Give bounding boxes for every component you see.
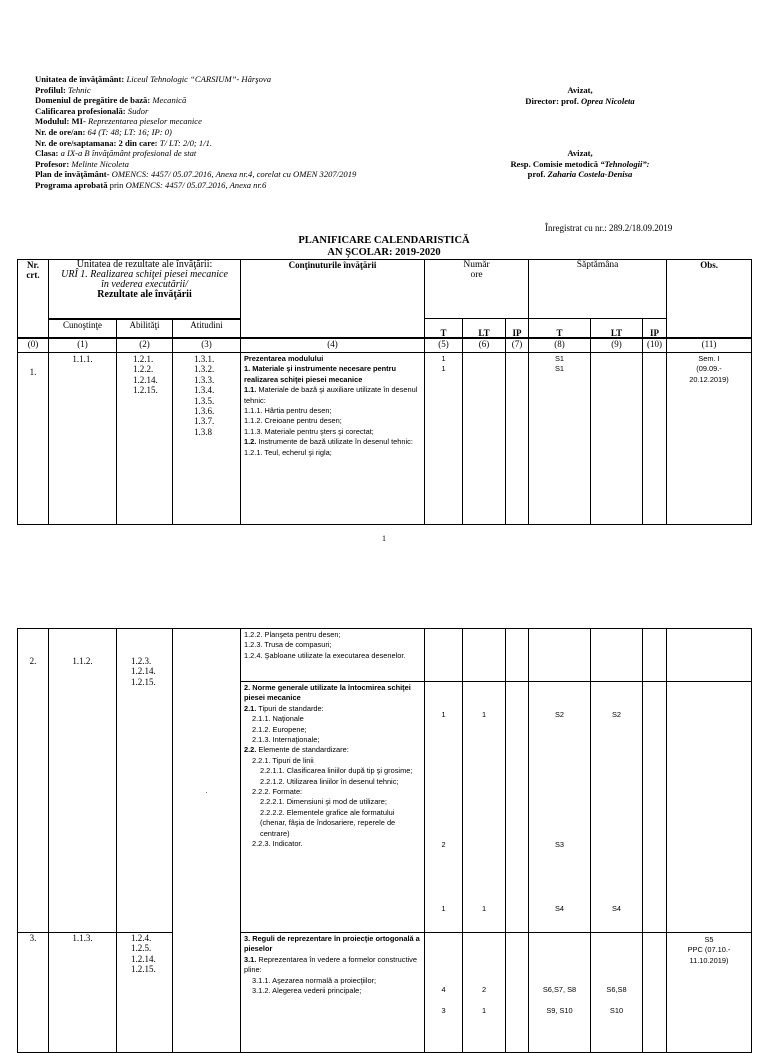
header-unitate: Unitatea de învăţământ: Liceul Tehnologic “CARSIUM”- Hârşova	[35, 74, 272, 84]
avizat-director: Avizat, Director: prof. Oprea Nicoleta	[525, 85, 635, 106]
col-atitudini: Atitudini	[173, 320, 241, 338]
col-saptamana: Săptămâna	[529, 260, 667, 338]
header-plan: Plan de învăţământ- OMENCS: 4457/ 05.07.2016, Anexa nr.4, corelat cu OMEN 3207/2019	[35, 169, 357, 180]
col-t: T	[425, 319, 463, 339]
table-row-1: 1. 1.1.1. 1.2.1. 1.2.2. 1.2.14. 1.2.15. 1.3.1. 1.3.2. 1.3.3. 1.3.4. 1.3.5. 1.3.6. 1.3.7. 1.3.8 Prezentarea modulului 1. Materiale şi instrumente necesare pentru realizarea schiţei piesei mecanice 1.1. Materiale de bază şi auxiliare utilizate în desenul tehnic: 1.1.1. Hârtia pentru desen; 1.1.2. Creioane pentru desen; 1.1.3. Materiale pentru şters şi corectat; 1.2. Instrumente de bază utilizate în desenul tehnic: 1.2.1. Teul, echerul şi rigla; 1 1 S1 S1 Sem. I (09.09.- 20.12.2019)	[18, 353, 752, 525]
header-calificare: Calificarea profesională: Sudor	[35, 105, 149, 116]
document-header	[35, 74, 356, 191]
header-programa: Programa aprobată prin OMENCS: 4457/ 05.07.2016, Anexa nr.6	[35, 179, 267, 190]
avizat-comisie: Avizat, Resp. Comisie metodică “Tehnologii”: prof. Zaharia Costela-Denisa	[510, 148, 650, 180]
planning-table-page2	[17, 628, 752, 1053]
col-obs: Obs.	[667, 260, 752, 338]
row1-continuturi: Prezentarea modulului 1. Materiale şi instrumente necesare pentru realizarea schiţei piesei mecanice 1.1. Materiale de bază şi auxiliare utilizate în desenul tehnic: 1.1.1. Hârtia pentru desen; 1.1.2. Creioane pentru desen; 1.1.3. Materiale pentru şters şi corectat; 1.2. Instrumente de bază utilizate în desenul tehnic: 1.2.1. Teul, echerul şi rigla;	[241, 353, 425, 525]
col-continuturi: Conţinuturile învăţării	[241, 260, 425, 338]
col-lt: LT	[463, 319, 506, 339]
col-sapt-lt: LT	[591, 319, 643, 339]
table-row-2: 2. Norme generale utilizate la întocmirea schiţei piesei mecanice 2.1. Tipuri de standarde: 2.1.1. Naţionale 2.1.2. Europene; 2.1.3. Internaţionale; 2.2. Elemente de standardizare: 2.2.1. Tipuri de linii 2.2.1.1. Clasificarea liniilor după tip şi grosime; 2.2.1.2. Utilizarea liniilor în desenul tehnic; 2.2.2. Formate: 2.2.2.1. Dimensiuni şi mod de utilizare; 2.2.2.2. Elementele grafice ale formatului (chenar, fâşia de îndosariere, reperele de centrare) 2.2.3. Indicator. 1 2 1 1 1 S2 S3 S4 S2 S4	[18, 682, 752, 933]
header-clasa: Clasa: a IX-a B învăţământ profesional de stat	[35, 148, 197, 159]
page-title: PLANIFICARE CALENDARISTICĂ	[298, 235, 470, 246]
header-profil: Profilul: Tehnic	[35, 84, 91, 95]
header-ore-sapt: Nr. de ore/saptamana: 2 din care: T/ LT: 2/0; 1/1.	[35, 137, 213, 148]
page-number: 1	[382, 534, 386, 543]
col-cunostinte: Cunoştinţe	[49, 320, 117, 338]
registration-number: Înregistrat cu nr.: 289.2/18.09.2019	[545, 223, 673, 233]
col-sapt-t: T	[529, 319, 591, 339]
col-ip: IP	[506, 319, 529, 339]
row3-continuturi: 3. Reguli de reprezentare în proiecţie ortogonală a pieselor 3.1. Reprezentarea în vedere a formelor constructive pline: 3.1.1. Aşezarea normală a proiecţiilor; 3.1.2. Alegerea vederii principale;	[241, 933, 425, 1053]
col-unitate-rezultate: Unitatea de rezultate ale învăţării: URÎ 1. Realizarea schiţei piesei mecanice în vederea executării/ Rezultate ale învăţării	[49, 260, 241, 320]
col-sapt-ip: IP	[643, 319, 667, 339]
col-nr-crt: Nr. crt.	[18, 260, 49, 338]
header-modul: Modulul: MI- Reprezentarea pieselor mecanice	[35, 116, 202, 127]
col-numar-ore: Număr ore	[425, 260, 529, 338]
subheader-tltip	[17, 318, 752, 525]
row2-continuturi: 2. Norme generale utilizate la întocmirea schiţei piesei mecanice 2.1. Tipuri de standarde: 2.1.1. Naţionale 2.1.2. Europene; 2.1.3. Internaţionale; 2.2. Elemente de standardizare: 2.2.1. Tipuri de linii 2.2.1.1. Clasificarea liniilor după tip şi grosime; 2.2.1.2. Utilizarea liniilor în desenul tehnic; 2.2.2. Formate: 2.2.2.1. Dimensiuni şi mod de utilizare; 2.2.2.2. Elementele grafice ale formatului (chenar, fâşia de îndosariere, reperele de centrare) 2.2.3. Indicator.	[241, 682, 425, 933]
header-profesor: Profesor: Melinte Nicoleta	[35, 158, 129, 169]
table-row-3: 3. 1.1.3. 1.2.4. 1.2.5. 1.2.14. 1.2.15. 3. Reguli de reprezentare în proiecţie ortogonală a pieselor 3.1. Reprezentarea în vedere a formelor constructive pline: 3.1.1. Aşezarea normală a proiecţiilor; 3.1.2. Alegerea vederii principale; 4 3 2 1 S6,S7, S8 S9, S10 S6,S8 S10 S5 PPC (07.10.- 11.10.2019)	[18, 933, 752, 1053]
table-row-cont: 2. 1.1.2. 1.2.3. 1.2.14. 1.2.15. . 1.2.2. Planşeta pentru desen; 1.2.3. Trusa de compasuri; 1.2.4. Şabloane utilizate la executarea desenelor.	[18, 629, 752, 682]
column-number-row: (0) (1) (2) (3) (4) (5) (6) (7) (8) (9) (10) (11)	[18, 339, 752, 353]
school-year: AN ŞCOLAR: 2019-2020	[327, 247, 441, 258]
header-ore-an: Nr. de ore/an: 64 (T: 48; LT: 16; IP: 0)	[35, 126, 172, 137]
header-domeniu: Domeniul de pregătire de bază: Mecanică	[35, 95, 187, 106]
col-abilitati: Abilităţi	[117, 320, 173, 338]
